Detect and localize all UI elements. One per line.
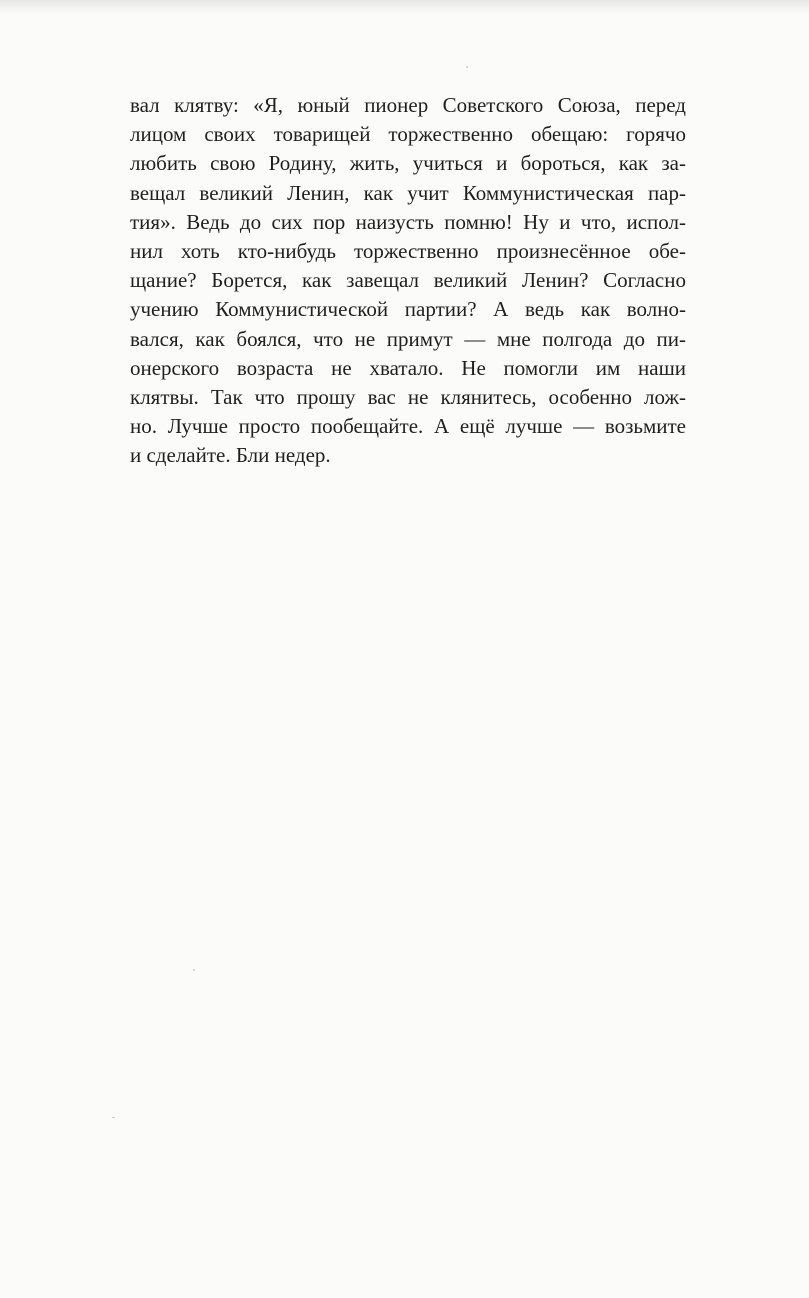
text-line: нил хоть кто-нибудь торжественно произнесённое обе- — [130, 238, 686, 263]
text-line: вался, как боялся, что не примут — мне полгода до пи- — [130, 326, 686, 351]
text-line: вал клятву: «Я, юный пионер Советского Союза, перед — [130, 93, 686, 117]
text-line: и сделайте. Бли недер. — [130, 443, 331, 468]
paper-speck — [112, 1117, 115, 1118]
paper-speck — [466, 66, 468, 68]
paper-speck — [193, 969, 195, 971]
text-line: щание? Борется, как завещал великий Ленин? Согласно — [130, 268, 686, 293]
text-line: вещал великий Ленин, как учит Коммунистическая пар- — [130, 180, 686, 205]
page-top-edge-shadow — [0, 0, 809, 14]
text-line: онерского возраста не хватало. Не помогли им наши — [130, 355, 686, 380]
text-line: но. Лучше просто пообещайте. А ещё лучше — возьмите — [130, 414, 686, 439]
text-line: учению Коммунистической партии? А ведь как волно- — [130, 297, 686, 322]
text-line: любить свою Родину, жить, учиться и бороться, как за- — [130, 151, 686, 176]
text-line: клятвы. Так что прошу вас не клянитесь, особенно лож- — [130, 384, 686, 409]
text-line: тия». Ведь до сих пор наизусть помню! Ну и что, испол- — [130, 209, 686, 234]
text-line: лицом своих товарищей торжественно обещаю: горячо — [130, 122, 686, 147]
page-text — [130, 91, 686, 470]
